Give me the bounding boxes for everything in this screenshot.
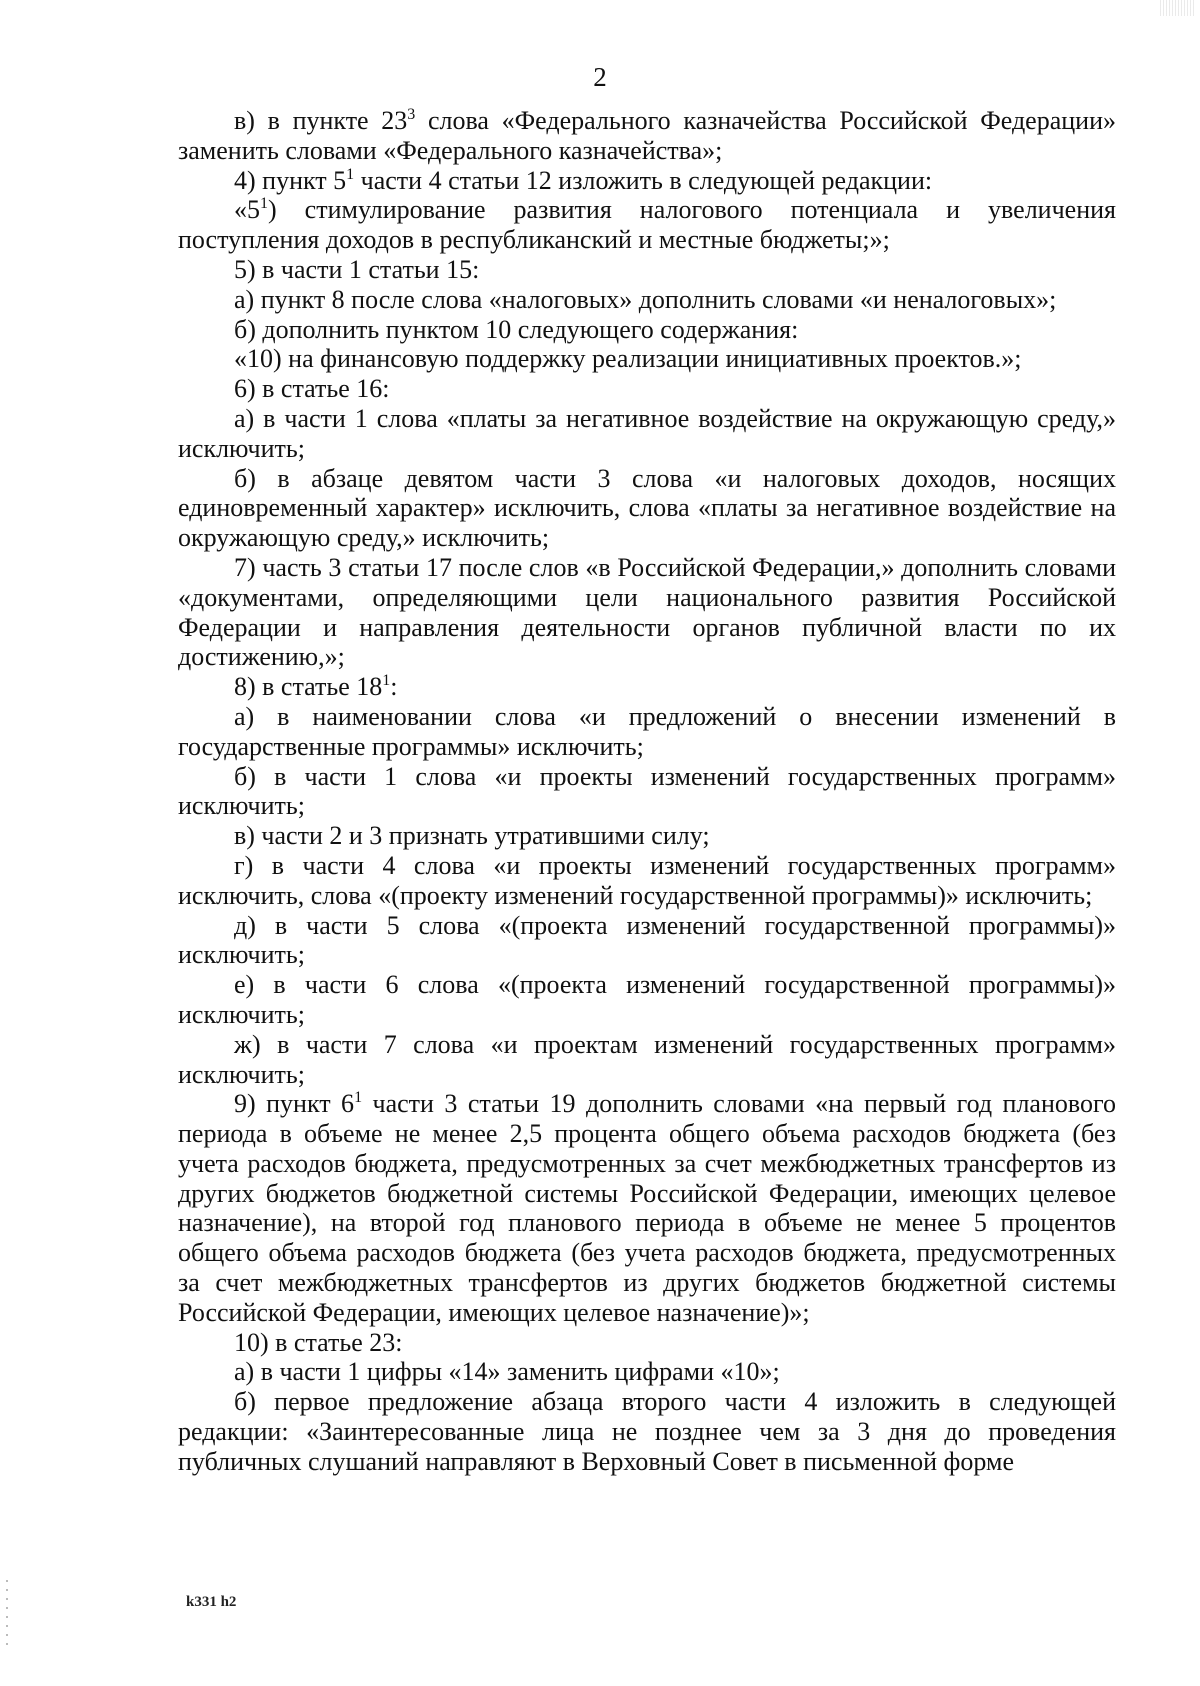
superscript: 1 bbox=[382, 672, 391, 690]
superscript: 1 bbox=[346, 165, 355, 183]
paragraph bbox=[178, 553, 1116, 672]
paragraph-text: в) в пункте 23 bbox=[234, 106, 408, 135]
paragraph-text: : bbox=[390, 672, 398, 702]
document-code: k331 h2 bbox=[186, 1594, 237, 1610]
paragraph-text: а) пункт 8 после слова «налоговых» дополнить словами «и неналоговых»; bbox=[234, 284, 1057, 314]
paragraph-text: 4) пункт 5 bbox=[234, 165, 347, 195]
paragraph-text: ) стимулирование развития налогового потенциала и увеличения поступления доходов в республиканский и местные бюджеты;»; bbox=[178, 195, 1116, 255]
paragraph bbox=[178, 195, 1116, 255]
paragraph bbox=[178, 1030, 1116, 1090]
paragraph-text: 5) в части 1 статьи 15: bbox=[234, 254, 480, 284]
paragraph-text: «10) на финансовую поддержку реализации инициативных проектов.»; bbox=[234, 344, 1022, 374]
paragraph bbox=[178, 1357, 1116, 1387]
paragraph-text: в) части 2 и 3 признать утратившими силу; bbox=[234, 821, 710, 851]
paragraph-text: б) в части 1 слова «и проекты изменений государственных программ» исключить; bbox=[178, 761, 1116, 821]
paragraph bbox=[178, 970, 1116, 1030]
paragraph-text: 6) в статье 16: bbox=[234, 374, 390, 404]
scan-artifact bbox=[1160, 0, 1196, 16]
document-body bbox=[178, 106, 1116, 1477]
paragraph bbox=[178, 1387, 1116, 1476]
paragraph-text: части 3 статьи 19 дополнить словами «на первый год планового периода в объеме не менее 2,5 процента общего объема расходов бюджета (без учета расходов бюджета, предусмотренных за счет межбюджетных трансфертов из других бюджетов бюджетной системы Российской Федерации, имеющих целевое назначение), на второй год планового периода в объеме не менее 5 процентов общего объема расходов бюджета (без учета расходов бюджета, предусмотренных за счет межбюджетных трансфертов из других бюджетов бюджетной системы Российской Федерации, имеющих целевое назначение)»; bbox=[178, 1089, 1116, 1327]
paragraph-text: 10) в статье 23: bbox=[234, 1327, 403, 1357]
paragraph-text: е) в части 6 слова «(проекта изменений государственной программы)» исключить; bbox=[178, 970, 1116, 1029]
paragraph-text: 7) часть 3 статьи 17 после слов «в Российской Федерации,» дополнить словами «документами, определяющими цели национального развития Российской Федерации и направления деятельности органов публичной власти по их достижению,»; bbox=[178, 552, 1116, 672]
paragraph-text: д) в части 5 слова «(проекта изменений государственной программы)» исключить; bbox=[178, 910, 1116, 970]
paragraph bbox=[178, 374, 1116, 404]
paragraph-text: 9) пункт 6 bbox=[234, 1089, 355, 1119]
paragraph bbox=[178, 344, 1116, 374]
paragraph-text: б) первое предложение абзаца второго части 4 изложить в следующей редакции: «Заинтересованные лица не позднее чем за 3 дня до проведения публичных слушаний направляют в Верховный Совет в письменной форме bbox=[178, 1387, 1116, 1476]
superscript: 1 bbox=[260, 195, 268, 213]
paragraph bbox=[178, 762, 1116, 822]
paragraph bbox=[178, 851, 1116, 911]
paragraph-text: «5 bbox=[234, 195, 260, 225]
paragraph bbox=[178, 911, 1116, 971]
paragraph bbox=[178, 1328, 1116, 1358]
paragraph bbox=[178, 166, 1116, 196]
paragraph bbox=[178, 464, 1116, 553]
paragraph bbox=[178, 672, 1116, 702]
superscript: 1 bbox=[354, 1089, 363, 1107]
paragraph-text: г) в части 4 слова «и проекты изменений государственных программ» исключить, слова «(проекту изменений государственной программы)» исключить; bbox=[178, 850, 1116, 910]
paragraph-text: а) в наименовании слова «и предложений о внесении изменений в государственные программы» исключить; bbox=[178, 701, 1116, 761]
page-number: 2 bbox=[593, 62, 607, 92]
paragraph bbox=[178, 106, 1116, 166]
paragraph bbox=[178, 821, 1116, 851]
paragraph bbox=[178, 255, 1116, 285]
scan-edge-marks bbox=[6, 1580, 8, 1650]
paragraph-text: б) в абзаце девятом части 3 слова «и налоговых доходов, носящих единовременный характер» исключить, слова «платы за негативное воздействие на окружающую среду,» исключить; bbox=[178, 463, 1116, 553]
paragraph bbox=[178, 1089, 1116, 1327]
superscript: 3 bbox=[407, 106, 416, 123]
paragraph-text: а) в части 1 слова «платы за негативное воздействие на окружающую среду,» исключить; bbox=[178, 403, 1116, 463]
paragraph bbox=[178, 702, 1116, 762]
paragraph-text: слова «Федерального казначейства Российской Федерации» заменить словами «Федерального казначейства»; bbox=[178, 106, 1116, 165]
paragraph-text: части 4 статьи 12 изложить в следующей редакции: bbox=[354, 165, 933, 195]
paragraph bbox=[178, 404, 1116, 464]
paragraph bbox=[178, 315, 1116, 345]
paragraph-text: ж) в части 7 слова «и проектам изменений государственных программ» исключить; bbox=[178, 1029, 1116, 1089]
paragraph-text: 8) в статье 18 bbox=[234, 672, 383, 702]
paragraph-text: а) в части 1 цифры «14» заменить цифрами «10»; bbox=[234, 1357, 780, 1387]
paragraph-text: б) дополнить пунктом 10 следующего содержания: bbox=[234, 314, 799, 344]
paragraph bbox=[178, 285, 1116, 315]
